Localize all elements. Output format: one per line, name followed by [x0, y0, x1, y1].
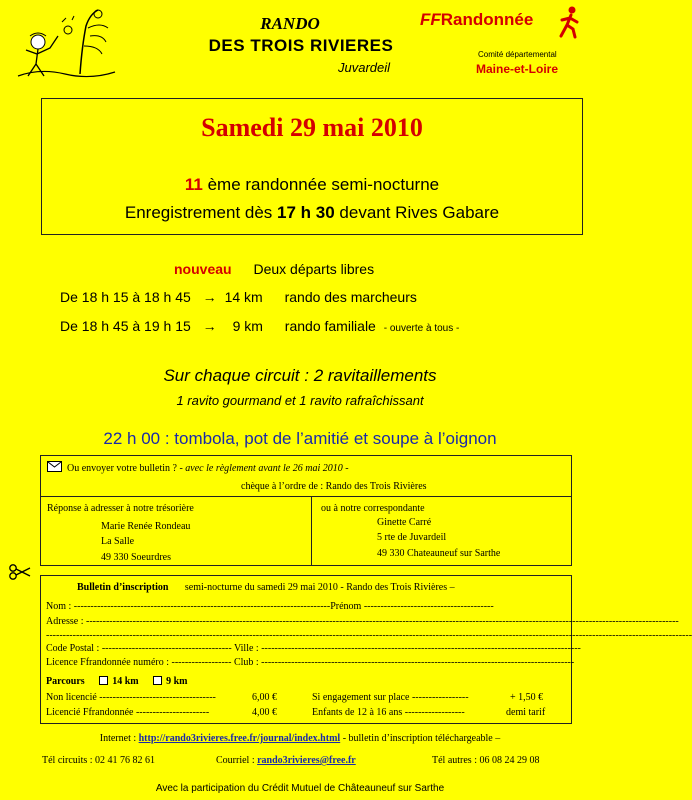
nom-field[interactable] [46, 601, 566, 612]
evening-text: : tombola, pot de l’amitié et soupe à l’oignon [160, 429, 497, 448]
new-label: nouveau [174, 261, 232, 277]
tel-circuits: Tél circuits : 02 41 76 82 61 [42, 755, 156, 766]
new-line [174, 261, 374, 277]
evening-time: 22 h 00 [103, 429, 161, 448]
prenom-label: Prénom [330, 601, 362, 612]
departure-note: - ouverte à tous - [383, 323, 460, 334]
edition-number: 11 [184, 175, 203, 194]
tel-autres: Tél autres : 06 08 24 29 08 [432, 755, 540, 766]
price-non-licencie: 6,00 € [252, 692, 277, 703]
departure-row [60, 318, 459, 334]
mailing-box [40, 455, 572, 566]
adresse-field-2[interactable]: -------------------------------------------------------------------------------------------------------------------------------------------------------------------------------------------------- [46, 630, 692, 641]
registration-time: 17 h 30 [277, 203, 335, 222]
website-link[interactable]: http://rando3rivieres.free.fr/journal/index.html [138, 733, 341, 744]
opt-14km: 14 km [112, 676, 139, 687]
comite-label: Comité départemental [478, 50, 557, 59]
departure-distance: 9 km [232, 318, 263, 334]
correspondent-heading: ou à notre correspondante [321, 503, 425, 514]
arrow-icon: → [202, 318, 217, 334]
price-licencie: 4,00 € [252, 707, 277, 718]
form-title-detail: semi-nocturne du samedi 29 mai 2010 - Rando des Trois Rivières – [184, 582, 455, 593]
club-town: Juvardeil [338, 60, 391, 75]
adresse-field[interactable]: Adresse : ---------------------------------------------------------------------------------------------------------------------------------------------------------------------------------- [46, 616, 679, 627]
surcharge-label: Si engagement sur place ----------------- [312, 692, 469, 703]
surcharge-value: + 1,50 € [510, 692, 544, 703]
mailing-divider [41, 496, 571, 497]
parcours-label: Parcours [46, 676, 85, 687]
checkbox-9km[interactable] [153, 676, 162, 685]
supply-title: Sur chaque circuit : 2 ravitaillements [163, 366, 437, 385]
registration-suffix: devant Rives Gabare [334, 203, 500, 222]
licence-field[interactable]: Licence Ffrandonnée numéro : ------------------ Club : ---------------------------------------------------------------------------------------------- [46, 657, 575, 668]
departure-time: De 18 h 45 à 19 h 15 [60, 318, 191, 334]
treasurer-name: Marie Renée Rondeau [101, 521, 191, 532]
ffrandonnee-logo [420, 10, 533, 30]
price-non-licencie-label: Non licencié ----------------------------------- [46, 692, 216, 703]
new-text: Deux départs libres [253, 261, 375, 277]
arrow-icon: → [202, 289, 217, 305]
hiker-illustration [10, 6, 120, 84]
ff-logo-ff: FF [420, 10, 441, 29]
departure-row [60, 289, 417, 305]
internet-line [0, 733, 600, 744]
prenom-line: --------------------------------------- [361, 601, 494, 612]
internet-label: Internet : [99, 733, 139, 744]
price-licencie-label: Licencié Ffrandonnée ---------------------- [46, 707, 210, 718]
club-title-line2: DES TROIS RIVIERES [208, 36, 394, 55]
correspondent-name: Ginette Carré [377, 517, 432, 528]
kids-label: Enfants de 12 à 16 ans ------------------ [312, 707, 465, 718]
nom-line: Nom : ----------------------------------------------------------------------------- [46, 601, 331, 612]
region-label: Maine-et-Loire [476, 62, 559, 76]
scissors-icon [8, 564, 32, 580]
walker-icon [556, 6, 582, 38]
evening-line [0, 429, 600, 449]
correspondent-city: 49 330 Chateauneuf sur Sarthe [377, 548, 501, 559]
treasurer-heading: Réponse à adresser à notre trésorière [47, 503, 194, 514]
checkbox-14km[interactable] [99, 676, 108, 685]
event-date: Samedi 29 mai 2010 [201, 113, 423, 142]
email-label: Courriel : [216, 755, 258, 766]
departure-name: rando des marcheurs [284, 289, 417, 305]
ff-logo-text: Randonnée [440, 10, 534, 29]
registration-prefix: Enregistrement dès [124, 203, 278, 222]
download-note: - bulletin d’inscription téléchargeable – [340, 733, 501, 744]
event-box [41, 98, 583, 235]
departure-distance: 14 km [224, 289, 263, 305]
mailing-question-line [47, 461, 349, 474]
parcours-line [46, 676, 188, 687]
supply-subtitle: 1 ravito gourmand et 1 ravito rafraîchissant [176, 393, 424, 408]
envelope-icon [47, 461, 62, 472]
mailing-question-note: - avec le règlement avant le 26 mai 2010 - [176, 463, 349, 474]
opt-9km: 9 km [166, 676, 188, 687]
code-postal-field[interactable]: Code Postal : --------------------------------------- Ville : ------------------------------------------------------------------------------------------------ [46, 643, 581, 654]
treasurer-street: La Salle [101, 536, 135, 547]
edition-text: ème randonnée semi-nocturne [202, 175, 440, 194]
mailing-question: Ou envoyer votre bulletin ? [67, 463, 177, 474]
edition-line [42, 175, 582, 195]
correspondent-street: 5 rte de Juvardeil [377, 532, 447, 543]
cheque-line: chèque à l’ordre de : Rando des Trois Rivières [241, 481, 427, 492]
sponsor-line: Avec la participation du Crédit Mutuel de Châteauneuf sur Sarthe [155, 783, 445, 794]
mailing-vertical-divider [311, 496, 312, 565]
departure-name: rando familiale [284, 318, 376, 334]
form-title-line [77, 582, 455, 593]
registration-line [42, 203, 582, 223]
club-title-line1: RANDO [260, 14, 320, 33]
email-link[interactable]: rando3rivieres@free.fr [257, 755, 356, 766]
email-line [216, 755, 356, 766]
departure-time: De 18 h 15 à 18 h 45 [60, 289, 191, 305]
treasurer-city: 49 330 Soeurdres [101, 552, 171, 563]
kids-value: demi tarif [506, 707, 546, 718]
form-title: Bulletin d’inscription [77, 582, 169, 593]
